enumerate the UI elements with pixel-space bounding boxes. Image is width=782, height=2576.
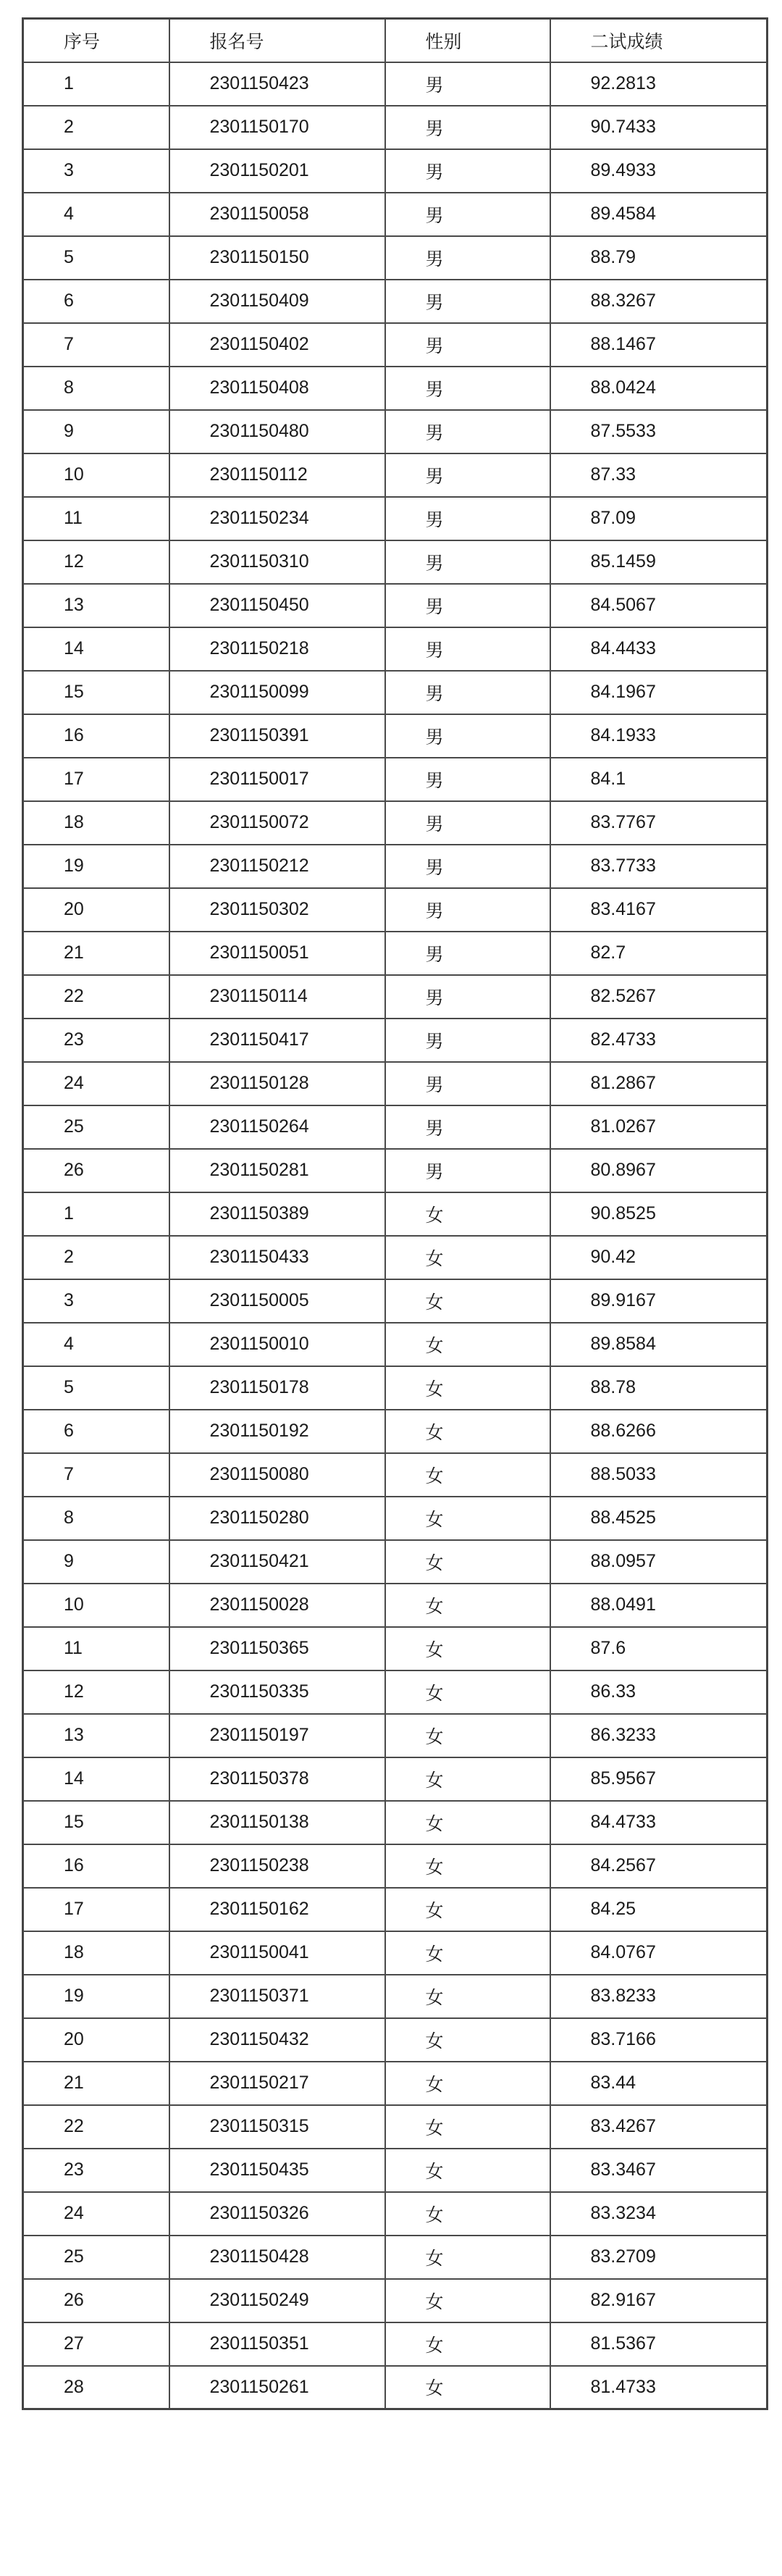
cell-index: 4 — [23, 1323, 169, 1366]
cell-index: 23 — [23, 1019, 169, 1062]
cell-index: 28 — [23, 2366, 169, 2409]
cell-index: 25 — [23, 2236, 169, 2279]
cell-gender: 女 — [385, 1670, 550, 1714]
table-row — [23, 193, 768, 236]
cell-score: 87.33 — [550, 453, 768, 497]
cell-index: 17 — [23, 758, 169, 801]
header-second-test-score: 二试成绩 — [550, 19, 768, 62]
cell-gender: 男 — [385, 584, 550, 627]
table-row — [23, 1670, 768, 1714]
cell-index: 7 — [23, 323, 169, 367]
table-body — [23, 62, 768, 2409]
cell-score: 85.1459 — [550, 540, 768, 584]
table-row — [23, 1453, 768, 1497]
table-row — [23, 1801, 768, 1844]
cell-index: 19 — [23, 845, 169, 888]
table-row — [23, 975, 768, 1019]
cell-registration-number: 2301150217 — [169, 2062, 385, 2105]
cell-index: 7 — [23, 1453, 169, 1497]
cell-index: 11 — [23, 1627, 169, 1670]
cell-score: 89.4933 — [550, 149, 768, 193]
cell-index: 12 — [23, 1670, 169, 1714]
cell-score: 80.8967 — [550, 1149, 768, 1192]
table-row — [23, 1410, 768, 1453]
table-row — [23, 1844, 768, 1888]
cell-index: 24 — [23, 2192, 169, 2236]
cell-score: 87.6 — [550, 1627, 768, 1670]
table-row — [23, 2018, 768, 2062]
cell-index: 6 — [23, 280, 169, 323]
cell-score: 83.4167 — [550, 888, 768, 932]
cell-score: 82.9167 — [550, 2279, 768, 2322]
cell-score: 87.09 — [550, 497, 768, 540]
table-row — [23, 1497, 768, 1540]
cell-score: 84.1 — [550, 758, 768, 801]
cell-index: 4 — [23, 193, 169, 236]
cell-gender: 女 — [385, 1497, 550, 1540]
cell-index: 10 — [23, 1584, 169, 1627]
cell-index: 12 — [23, 540, 169, 584]
cell-index: 18 — [23, 801, 169, 845]
cell-index: 10 — [23, 453, 169, 497]
cell-registration-number: 2301150201 — [169, 149, 385, 193]
cell-score: 88.79 — [550, 236, 768, 280]
cell-score: 84.4733 — [550, 1801, 768, 1844]
cell-registration-number: 2301150326 — [169, 2192, 385, 2236]
cell-gender: 女 — [385, 1714, 550, 1757]
cell-registration-number: 2301150010 — [169, 1323, 385, 1366]
cell-index: 1 — [23, 1192, 169, 1236]
cell-gender: 女 — [385, 1757, 550, 1801]
cell-index: 2 — [23, 106, 169, 149]
cell-gender: 男 — [385, 714, 550, 758]
cell-index: 9 — [23, 410, 169, 453]
cell-score: 83.4267 — [550, 2105, 768, 2149]
cell-gender: 女 — [385, 2149, 550, 2192]
cell-score: 84.25 — [550, 1888, 768, 1931]
cell-score: 82.7 — [550, 932, 768, 975]
cell-registration-number: 2301150128 — [169, 1062, 385, 1105]
cell-gender: 女 — [385, 1931, 550, 1975]
cell-gender: 男 — [385, 540, 550, 584]
cell-score: 85.9567 — [550, 1757, 768, 1801]
cell-gender: 男 — [385, 453, 550, 497]
cell-registration-number: 2301150114 — [169, 975, 385, 1019]
cell-registration-number: 2301150417 — [169, 1019, 385, 1062]
cell-score: 90.42 — [550, 1236, 768, 1279]
table-row — [23, 932, 768, 975]
cell-gender: 女 — [385, 2322, 550, 2366]
cell-gender: 女 — [385, 2279, 550, 2322]
cell-score: 86.33 — [550, 1670, 768, 1714]
cell-index: 11 — [23, 497, 169, 540]
cell-registration-number: 2301150017 — [169, 758, 385, 801]
cell-index: 16 — [23, 714, 169, 758]
cell-score: 83.2709 — [550, 2236, 768, 2279]
cell-gender: 女 — [385, 1453, 550, 1497]
table-row — [23, 1366, 768, 1410]
table-row — [23, 801, 768, 845]
cell-registration-number: 2301150072 — [169, 801, 385, 845]
table-row — [23, 149, 768, 193]
cell-gender: 女 — [385, 1584, 550, 1627]
cell-index: 27 — [23, 2322, 169, 2366]
cell-gender: 女 — [385, 1192, 550, 1236]
cell-registration-number: 2301150281 — [169, 1149, 385, 1192]
cell-gender: 男 — [385, 758, 550, 801]
cell-registration-number: 2301150170 — [169, 106, 385, 149]
cell-registration-number: 2301150435 — [169, 2149, 385, 2192]
cell-score: 92.2813 — [550, 62, 768, 106]
table-row — [23, 1323, 768, 1366]
cell-index: 5 — [23, 1366, 169, 1410]
cell-registration-number: 2301150028 — [169, 1584, 385, 1627]
cell-registration-number: 2301150178 — [169, 1366, 385, 1410]
cell-gender: 女 — [385, 2366, 550, 2409]
cell-index: 22 — [23, 2105, 169, 2149]
cell-score: 83.7767 — [550, 801, 768, 845]
cell-gender: 男 — [385, 193, 550, 236]
cell-score: 88.0491 — [550, 1584, 768, 1627]
cell-score: 81.5367 — [550, 2322, 768, 2366]
table-row — [23, 1757, 768, 1801]
cell-registration-number: 2301150051 — [169, 932, 385, 975]
cell-score: 88.0957 — [550, 1540, 768, 1584]
cell-index: 14 — [23, 1757, 169, 1801]
cell-score: 90.7433 — [550, 106, 768, 149]
cell-registration-number: 2301150261 — [169, 2366, 385, 2409]
cell-gender: 男 — [385, 410, 550, 453]
cell-registration-number: 2301150389 — [169, 1192, 385, 1236]
table-row — [23, 1540, 768, 1584]
cell-score: 84.5067 — [550, 584, 768, 627]
table-row — [23, 2192, 768, 2236]
cell-index: 14 — [23, 627, 169, 671]
cell-registration-number: 2301150391 — [169, 714, 385, 758]
cell-score: 81.0267 — [550, 1105, 768, 1149]
table-row — [23, 888, 768, 932]
cell-registration-number: 2301150080 — [169, 1453, 385, 1497]
table-row — [23, 62, 768, 106]
cell-index: 16 — [23, 1844, 169, 1888]
cell-gender: 女 — [385, 2018, 550, 2062]
cell-score: 83.8233 — [550, 1975, 768, 2018]
cell-index: 25 — [23, 1105, 169, 1149]
cell-registration-number: 2301150480 — [169, 410, 385, 453]
table-row — [23, 1584, 768, 1627]
cell-registration-number: 2301150423 — [169, 62, 385, 106]
table-row — [23, 1975, 768, 2018]
cell-gender: 女 — [385, 1323, 550, 1366]
table-row — [23, 1714, 768, 1757]
cell-registration-number: 2301150234 — [169, 497, 385, 540]
table-row — [23, 106, 768, 149]
cell-score: 90.8525 — [550, 1192, 768, 1236]
cell-score: 86.3233 — [550, 1714, 768, 1757]
cell-score: 83.7166 — [550, 2018, 768, 2062]
cell-registration-number: 2301150402 — [169, 323, 385, 367]
table-row — [23, 1062, 768, 1105]
cell-registration-number: 2301150432 — [169, 2018, 385, 2062]
cell-index: 9 — [23, 1540, 169, 1584]
cell-registration-number: 2301150112 — [169, 453, 385, 497]
cell-registration-number: 2301150162 — [169, 1888, 385, 1931]
cell-gender: 男 — [385, 497, 550, 540]
table-row — [23, 2279, 768, 2322]
cell-index: 13 — [23, 1714, 169, 1757]
table-row — [23, 758, 768, 801]
cell-score: 84.1933 — [550, 714, 768, 758]
cell-score: 88.5033 — [550, 1453, 768, 1497]
cell-score: 89.4584 — [550, 193, 768, 236]
cell-score: 83.3234 — [550, 2192, 768, 2236]
table-row — [23, 1019, 768, 1062]
table-row — [23, 1627, 768, 1670]
cell-index: 15 — [23, 671, 169, 714]
table-row — [23, 323, 768, 367]
cell-gender: 女 — [385, 1366, 550, 1410]
cell-score: 89.8584 — [550, 1323, 768, 1366]
cell-gender: 男 — [385, 236, 550, 280]
cell-registration-number: 2301150310 — [169, 540, 385, 584]
cell-index: 8 — [23, 367, 169, 410]
cell-index: 13 — [23, 584, 169, 627]
cell-index: 19 — [23, 1975, 169, 2018]
table-row — [23, 236, 768, 280]
table-row — [23, 1149, 768, 1192]
cell-score: 84.0767 — [550, 1931, 768, 1975]
table-row — [23, 1279, 768, 1323]
header-gender: 性别 — [385, 19, 550, 62]
cell-index: 18 — [23, 1931, 169, 1975]
table-row — [23, 2322, 768, 2366]
header-row — [23, 19, 768, 62]
cell-gender: 男 — [385, 367, 550, 410]
cell-score: 88.4525 — [550, 1497, 768, 1540]
cell-score: 88.0424 — [550, 367, 768, 410]
cell-score: 89.9167 — [550, 1279, 768, 1323]
table-row — [23, 584, 768, 627]
cell-gender: 男 — [385, 801, 550, 845]
cell-registration-number: 2301150218 — [169, 627, 385, 671]
cell-gender: 男 — [385, 62, 550, 106]
cell-index: 22 — [23, 975, 169, 1019]
score-table — [22, 17, 768, 2410]
cell-index: 26 — [23, 1149, 169, 1192]
cell-index: 21 — [23, 2062, 169, 2105]
cell-registration-number: 2301150371 — [169, 1975, 385, 2018]
table-row — [23, 845, 768, 888]
header-registration-number: 报名号 — [169, 19, 385, 62]
cell-index: 20 — [23, 2018, 169, 2062]
cell-registration-number: 2301150365 — [169, 1627, 385, 1670]
cell-index: 2 — [23, 1236, 169, 1279]
cell-score: 81.2867 — [550, 1062, 768, 1105]
cell-gender: 女 — [385, 1888, 550, 1931]
cell-score: 83.3467 — [550, 2149, 768, 2192]
cell-registration-number: 2301150315 — [169, 2105, 385, 2149]
cell-gender: 女 — [385, 1801, 550, 1844]
cell-gender: 女 — [385, 1844, 550, 1888]
table-row — [23, 671, 768, 714]
cell-registration-number: 2301150197 — [169, 1714, 385, 1757]
cell-index: 8 — [23, 1497, 169, 1540]
cell-score: 88.78 — [550, 1366, 768, 1410]
cell-gender: 女 — [385, 2192, 550, 2236]
cell-registration-number: 2301150058 — [169, 193, 385, 236]
cell-gender: 男 — [385, 671, 550, 714]
cell-gender: 女 — [385, 1236, 550, 1279]
cell-gender: 男 — [385, 1149, 550, 1192]
table-row — [23, 2149, 768, 2192]
cell-registration-number: 2301150150 — [169, 236, 385, 280]
table-row — [23, 1236, 768, 1279]
cell-score: 88.1467 — [550, 323, 768, 367]
cell-registration-number: 2301150138 — [169, 1801, 385, 1844]
cell-registration-number: 2301150408 — [169, 367, 385, 410]
cell-index: 24 — [23, 1062, 169, 1105]
cell-registration-number: 2301150428 — [169, 2236, 385, 2279]
cell-gender: 女 — [385, 2105, 550, 2149]
cell-gender: 女 — [385, 1540, 550, 1584]
cell-registration-number: 2301150041 — [169, 1931, 385, 1975]
table-row — [23, 2236, 768, 2279]
table-row — [23, 1888, 768, 1931]
cell-registration-number: 2301150302 — [169, 888, 385, 932]
cell-registration-number: 2301150280 — [169, 1497, 385, 1540]
table-row — [23, 1931, 768, 1975]
cell-index: 3 — [23, 149, 169, 193]
cell-score: 84.1967 — [550, 671, 768, 714]
table-row — [23, 2105, 768, 2149]
cell-index: 5 — [23, 236, 169, 280]
cell-gender: 男 — [385, 280, 550, 323]
cell-gender: 女 — [385, 1975, 550, 2018]
cell-index: 26 — [23, 2279, 169, 2322]
table-row — [23, 410, 768, 453]
cell-gender: 男 — [385, 845, 550, 888]
cell-gender: 女 — [385, 1627, 550, 1670]
cell-index: 23 — [23, 2149, 169, 2192]
cell-score: 88.3267 — [550, 280, 768, 323]
table-row — [23, 627, 768, 671]
cell-gender: 女 — [385, 1410, 550, 1453]
cell-score: 81.4733 — [550, 2366, 768, 2409]
cell-gender: 女 — [385, 2062, 550, 2105]
cell-registration-number: 2301150212 — [169, 845, 385, 888]
table-row — [23, 2366, 768, 2409]
cell-registration-number: 2301150264 — [169, 1105, 385, 1149]
cell-gender: 女 — [385, 1279, 550, 1323]
cell-registration-number: 2301150378 — [169, 1757, 385, 1801]
header-index: 序号 — [23, 19, 169, 62]
cell-gender: 男 — [385, 627, 550, 671]
cell-gender: 男 — [385, 1019, 550, 1062]
cell-registration-number: 2301150351 — [169, 2322, 385, 2366]
table-row — [23, 540, 768, 584]
cell-score: 88.6266 — [550, 1410, 768, 1453]
cell-score: 82.5267 — [550, 975, 768, 1019]
cell-registration-number: 2301150421 — [169, 1540, 385, 1584]
cell-index: 6 — [23, 1410, 169, 1453]
table-row — [23, 453, 768, 497]
cell-index: 17 — [23, 1888, 169, 1931]
cell-score: 84.2567 — [550, 1844, 768, 1888]
cell-registration-number: 2301150238 — [169, 1844, 385, 1888]
table-row — [23, 367, 768, 410]
cell-registration-number: 2301150099 — [169, 671, 385, 714]
cell-gender: 男 — [385, 888, 550, 932]
cell-index: 15 — [23, 1801, 169, 1844]
cell-score: 83.7733 — [550, 845, 768, 888]
cell-index: 21 — [23, 932, 169, 975]
cell-score: 84.4433 — [550, 627, 768, 671]
cell-gender: 女 — [385, 2236, 550, 2279]
cell-index: 20 — [23, 888, 169, 932]
cell-gender: 男 — [385, 975, 550, 1019]
table-row — [23, 1105, 768, 1149]
table-row — [23, 2062, 768, 2105]
cell-registration-number: 2301150005 — [169, 1279, 385, 1323]
cell-index: 3 — [23, 1279, 169, 1323]
table-row — [23, 1192, 768, 1236]
cell-gender: 男 — [385, 1105, 550, 1149]
cell-registration-number: 2301150450 — [169, 584, 385, 627]
cell-score: 82.4733 — [550, 1019, 768, 1062]
cell-score: 87.5533 — [550, 410, 768, 453]
cell-gender: 男 — [385, 323, 550, 367]
cell-registration-number: 2301150249 — [169, 2279, 385, 2322]
cell-gender: 男 — [385, 149, 550, 193]
cell-index: 1 — [23, 62, 169, 106]
table-row — [23, 280, 768, 323]
cell-gender: 男 — [385, 106, 550, 149]
table-row — [23, 714, 768, 758]
cell-gender: 男 — [385, 1062, 550, 1105]
cell-registration-number: 2301150433 — [169, 1236, 385, 1279]
cell-registration-number: 2301150335 — [169, 1670, 385, 1714]
cell-registration-number: 2301150192 — [169, 1410, 385, 1453]
cell-registration-number: 2301150409 — [169, 280, 385, 323]
cell-score: 83.44 — [550, 2062, 768, 2105]
cell-gender: 男 — [385, 932, 550, 975]
table-row — [23, 497, 768, 540]
